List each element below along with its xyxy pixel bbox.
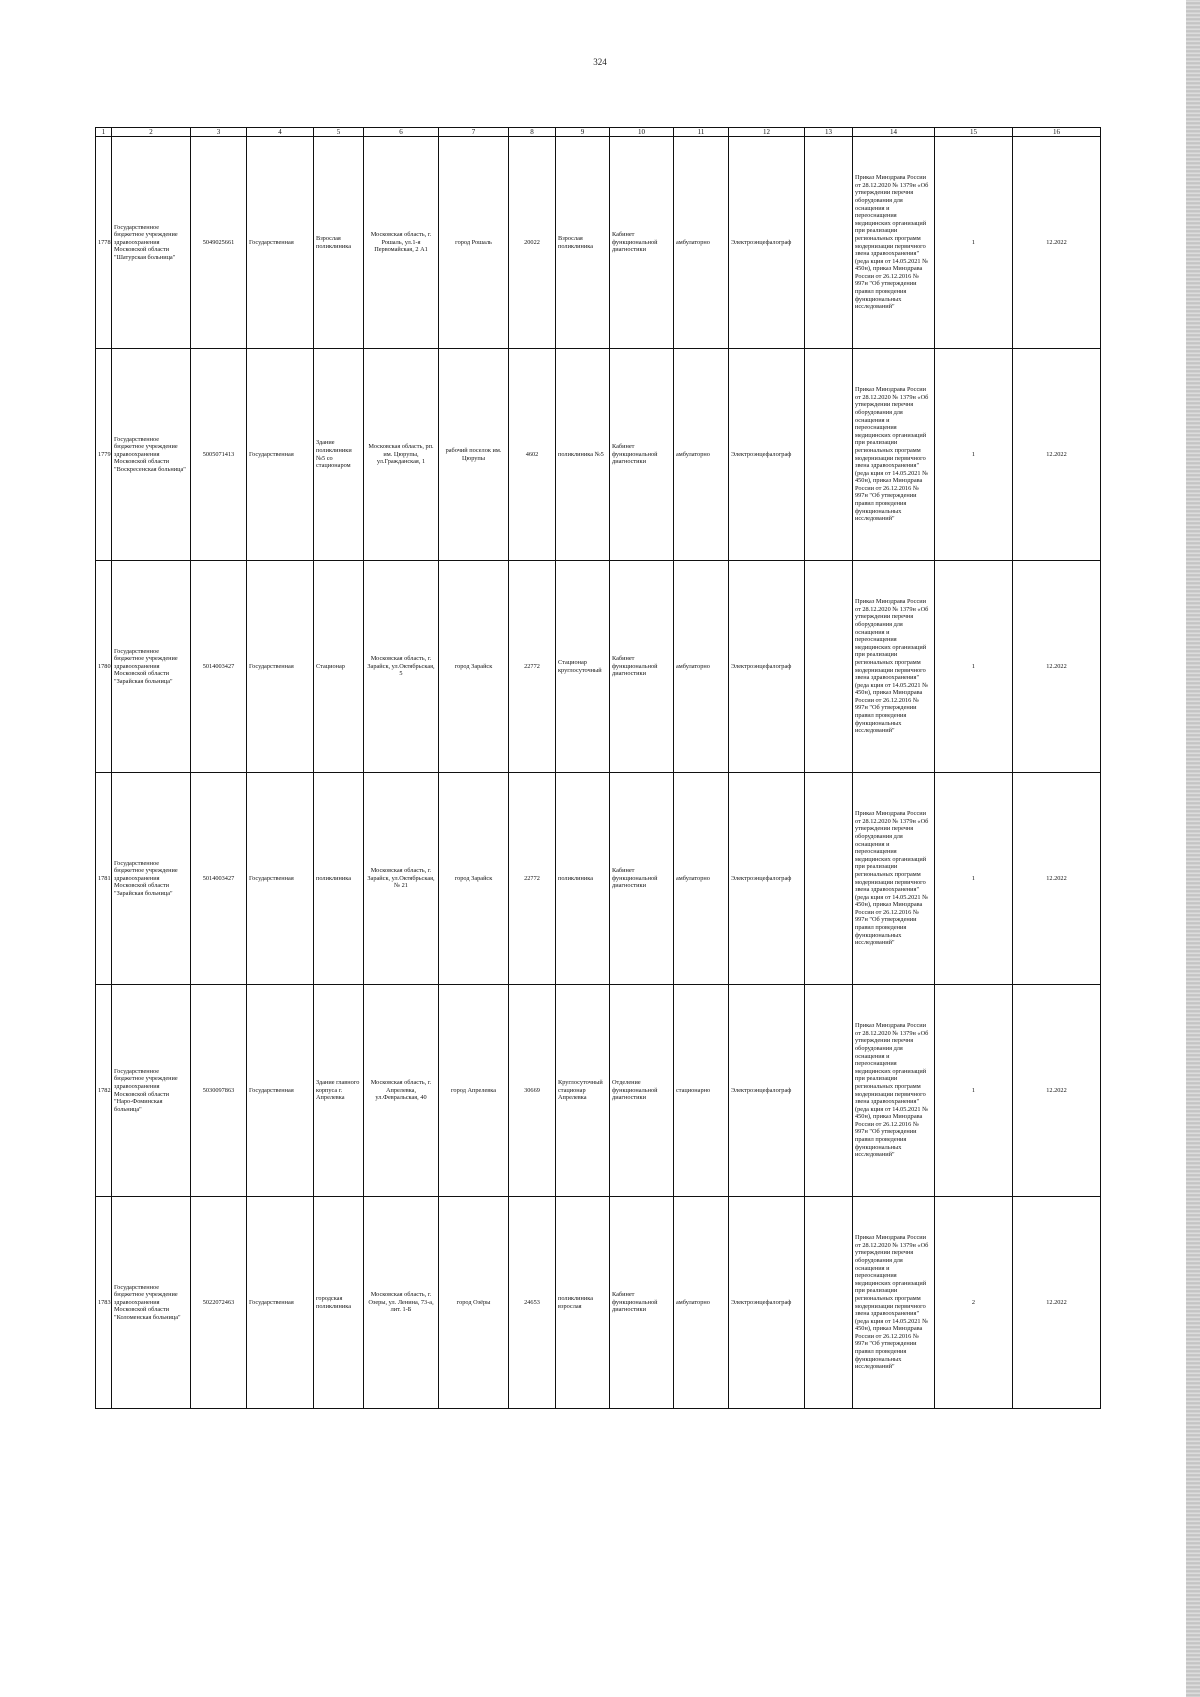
- inn: 5005071413: [191, 349, 247, 561]
- legal-basis-cell: [853, 137, 935, 349]
- care-conditions: амбулаторно: [674, 137, 729, 349]
- column-number: 11: [674, 128, 729, 137]
- legal-basis-cell: [853, 1197, 935, 1409]
- subdivision: Взрослая поликлиника: [556, 137, 610, 349]
- subdivision: Стационар круглосуточный: [556, 561, 610, 773]
- delivery-date: 12.2022: [1013, 985, 1101, 1197]
- column-number: 6: [364, 128, 439, 137]
- subdivision: поликлиника №5: [556, 349, 610, 561]
- locality: город Озёры: [439, 1197, 509, 1409]
- ownership-form: Государственная: [247, 349, 314, 561]
- quantity: 1: [935, 985, 1013, 1197]
- organization-name: Государственное бюджетное учреждение здравоохранения Московской области "Шатурская больница": [112, 137, 191, 349]
- row-number: 1781: [96, 773, 112, 985]
- subdivision: поликлиника взрослая: [556, 1197, 610, 1409]
- page-number: 324: [593, 57, 607, 67]
- care-conditions: амбулаторно: [674, 1197, 729, 1409]
- subdivision: Круглосуточный стационар Апрелевка: [556, 985, 610, 1197]
- equipment-name: Электроэнцефалограф: [729, 137, 805, 349]
- column-number: 7: [439, 128, 509, 137]
- column-number: 2: [112, 128, 191, 137]
- subdivision: поликлиника: [556, 773, 610, 985]
- building-name: поликлиника: [314, 773, 364, 985]
- legal-basis-cell: [853, 349, 935, 561]
- ownership-form: Государственная: [247, 1197, 314, 1409]
- inn: 5022072463: [191, 1197, 247, 1409]
- population: 20022: [509, 137, 556, 349]
- ownership-form: Государственная: [247, 561, 314, 773]
- column-number: 3: [191, 128, 247, 137]
- ownership-form: Государственная: [247, 137, 314, 349]
- building-name: Взрослая поликлиника: [314, 137, 364, 349]
- column-number-row: [96, 128, 1101, 137]
- building-name: Стационар: [314, 561, 364, 773]
- building-name: Здание поликлиники №5 со стационаром: [314, 349, 364, 561]
- organization-name: Государственное бюджетное учреждение здравоохранения Московской области "Воскресенская больница": [112, 349, 191, 561]
- column-number: 15: [935, 128, 1013, 137]
- table-row: [96, 561, 1101, 773]
- population: 24653: [509, 1197, 556, 1409]
- locality: город Зарайск: [439, 773, 509, 985]
- quantity: 2: [935, 1197, 1013, 1409]
- table-row: [96, 985, 1101, 1197]
- address: Московская область, г. Зарайск, ул.Октябрьская, 5: [364, 561, 439, 773]
- delivery-date: 12.2022: [1013, 349, 1101, 561]
- building-name: Здание главного корпуса г. Апрелевка: [314, 985, 364, 1197]
- equipment-name: Электроэнцефалограф: [729, 773, 805, 985]
- column-number: 8: [509, 128, 556, 137]
- address: Московская область, г. Зарайск, ул.Октябрьская, № 21: [364, 773, 439, 985]
- legal-basis: Приказ Минздрава России от 28.12.2020 № 1379н «Об утверждении перечня оборудования для оснащения и переоснащения медицинских организаций при реализации региональных программ модернизации первичного звена здравоохранения"(реда кция от 14.05.2021 № 450н), приказ Минздрава России от 26.12.2016 № 997н "Об утверждении правил проведения функциональных исследований": [855, 810, 929, 947]
- inn: 5030097863: [191, 985, 247, 1197]
- column-number: 4: [247, 128, 314, 137]
- legal-basis-cell: [853, 985, 935, 1197]
- column-13-value: [805, 985, 853, 1197]
- department: Кабинет функциональной диагностики: [610, 349, 674, 561]
- quantity: 1: [935, 561, 1013, 773]
- locality: город Апрелевка: [439, 985, 509, 1197]
- row-number: 1779: [96, 349, 112, 561]
- quantity: 1: [935, 137, 1013, 349]
- department: Кабинет функциональной диагностики: [610, 137, 674, 349]
- organization-name: Государственное бюджетное учреждение здравоохранения Московской области "Зарайская больница": [112, 561, 191, 773]
- ownership-form: Государственная: [247, 985, 314, 1197]
- inn: 5014003427: [191, 561, 247, 773]
- column-number: 9: [556, 128, 610, 137]
- legal-basis-cell: [853, 561, 935, 773]
- column-number: 13: [805, 128, 853, 137]
- column-number: 12: [729, 128, 805, 137]
- inn: 5049025661: [191, 137, 247, 349]
- delivery-date: 12.2022: [1013, 1197, 1101, 1409]
- quantity: 1: [935, 349, 1013, 561]
- column-13-value: [805, 561, 853, 773]
- organization-name: Государственное бюджетное учреждение здравоохранения Московской области "Наро-Фоминская больница": [112, 985, 191, 1197]
- equipment-name: Электроэнцефалограф: [729, 349, 805, 561]
- inn: 5014003427: [191, 773, 247, 985]
- locality: рабочий поселок им. Цюрупы: [439, 349, 509, 561]
- building-name: городская поликлиника: [314, 1197, 364, 1409]
- locality: город Рошаль: [439, 137, 509, 349]
- table-row: [96, 349, 1101, 561]
- legal-basis-cell: [853, 773, 935, 985]
- legal-basis: Приказ Минздрава России от 28.12.2020 № 1379н «Об утверждении перечня оборудования для оснащения и переоснащения медицинских организаций при реализации региональных программ модернизации первичного звена здравоохранения"(реда кция от 14.05.2021 № 450н), приказ Минздрава России от 26.12.2016 № 997н "Об утверждении правил проведения функциональных исследований": [855, 1022, 929, 1159]
- organization-name: Государственное бюджетное учреждение здравоохранения Московской области "Коломенская больница": [112, 1197, 191, 1409]
- population: 4602: [509, 349, 556, 561]
- delivery-date: 12.2022: [1013, 137, 1101, 349]
- row-number: 1778: [96, 137, 112, 349]
- scan-edge-artifact: [1186, 0, 1200, 1697]
- column-13-value: [805, 137, 853, 349]
- column-13-value: [805, 349, 853, 561]
- legal-basis: Приказ Минздрава России от 28.12.2020 № 1379н «Об утверждении перечня оборудования для оснащения и переоснащения медицинских организаций при реализации региональных программ модернизации первичного звена здравоохранения"(реда кция от 14.05.2021 № 450н), приказ Минздрава России от 26.12.2016 № 997н "Об утверждении правил проведения функциональных исследований": [855, 386, 929, 523]
- equipment-registry-table: [95, 127, 1101, 1409]
- delivery-date: 12.2022: [1013, 773, 1101, 985]
- row-number: 1782: [96, 985, 112, 1197]
- column-13-value: [805, 1197, 853, 1409]
- equipment-name: Электроэнцефалограф: [729, 1197, 805, 1409]
- care-conditions: амбулаторно: [674, 773, 729, 985]
- department: Кабинет функциональной диагностики: [610, 773, 674, 985]
- department: Отделение функциональной диагностики: [610, 985, 674, 1197]
- address: Московская область, г. Апрелевка, ул.Февральская, 40: [364, 985, 439, 1197]
- address: Московская область, г. Рошаль, ул.1-я Первомайская, 2 А1: [364, 137, 439, 349]
- row-number: 1783: [96, 1197, 112, 1409]
- department: Кабинет функциональной диагностики: [610, 1197, 674, 1409]
- population: 22772: [509, 773, 556, 985]
- table-row: [96, 1197, 1101, 1409]
- equipment-name: Электроэнцефалограф: [729, 561, 805, 773]
- address: Московская область, г. Озеры, ул. Ленина, 73-а, лит. 1-Б: [364, 1197, 439, 1409]
- column-number: 5: [314, 128, 364, 137]
- column-number: 16: [1013, 128, 1101, 137]
- care-conditions: амбулаторно: [674, 561, 729, 773]
- equipment-name: Электроэнцефалограф: [729, 985, 805, 1197]
- column-number: 14: [853, 128, 935, 137]
- delivery-date: 12.2022: [1013, 561, 1101, 773]
- locality: город Зарайск: [439, 561, 509, 773]
- row-number: 1780: [96, 561, 112, 773]
- legal-basis: Приказ Минздрава России от 28.12.2020 № 1379н «Об утверждении перечня оборудования для оснащения и переоснащения медицинских организаций при реализации региональных программ модернизации первичного звена здравоохранения"(реда кция от 14.05.2021 № 450н), приказ Минздрава России от 26.12.2016 № 997н "Об утверждении правил проведения функциональных исследований": [855, 174, 929, 311]
- population: 22772: [509, 561, 556, 773]
- legal-basis: Приказ Минздрава России от 28.12.2020 № 1379н «Об утверждении перечня оборудования для оснащения и переоснащения медицинских организаций при реализации региональных программ модернизации первичного звена здравоохранения"(реда кция от 14.05.2021 № 450н), приказ Минздрава России от 26.12.2016 № 997н "Об утверждении правил проведения функциональных исследований": [855, 598, 929, 735]
- table-row: [96, 773, 1101, 985]
- legal-basis: Приказ Минздрава России от 28.12.2020 № 1379н «Об утверждении перечня оборудования для оснащения и переоснащения медицинских организаций при реализации региональных программ модернизации первичного звена здравоохранения"(реда кция от 14.05.2021 № 450н), приказ Минздрава России от 26.12.2016 № 997н "Об утверждении правил проведения функциональных исследований": [855, 1234, 929, 1371]
- care-conditions: амбулаторно: [674, 349, 729, 561]
- quantity: 1: [935, 773, 1013, 985]
- department: Кабинет функциональной диагностики: [610, 561, 674, 773]
- population: 30669: [509, 985, 556, 1197]
- column-13-value: [805, 773, 853, 985]
- column-number: 1: [96, 128, 112, 137]
- table-row: [96, 137, 1101, 349]
- care-conditions: стационарно: [674, 985, 729, 1197]
- address: Московская область, рп. им. Цюрупы, ул.Гражданская, 1: [364, 349, 439, 561]
- organization-name: Государственное бюджетное учреждение здравоохранения Московской области "Зарайская больница": [112, 773, 191, 985]
- ownership-form: Государственная: [247, 773, 314, 985]
- column-number: 10: [610, 128, 674, 137]
